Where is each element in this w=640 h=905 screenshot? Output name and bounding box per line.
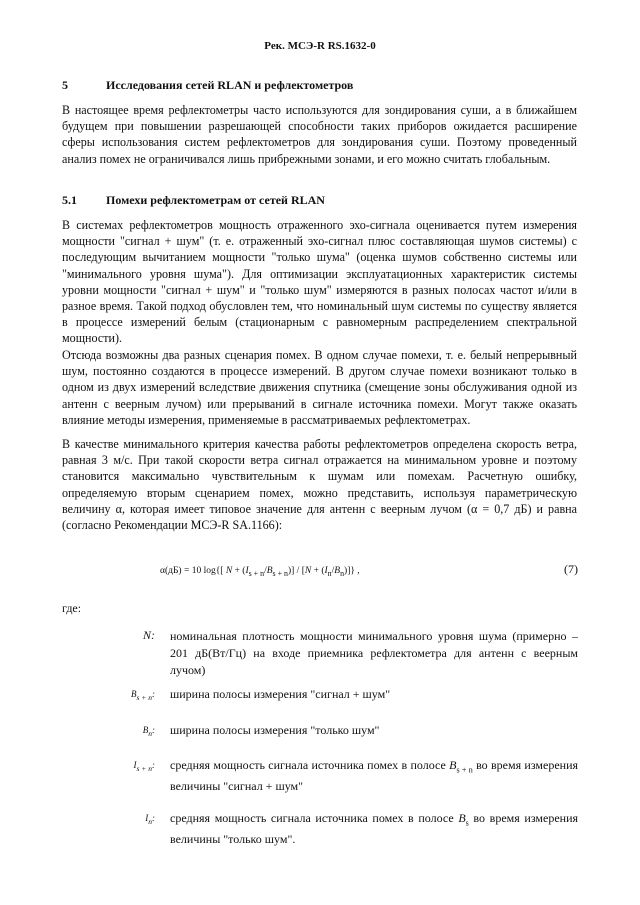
definition-term-b-sn: $B_{s + n}$: <box>131 689 155 702</box>
section-title: Помехи рефлектометрам от сетей RLAN <box>106 193 325 207</box>
definition-term-i-sn: $I_{s + n}$: <box>133 760 155 773</box>
definition-text-b-n: ширина полосы измерения "только шум" <box>170 723 380 737</box>
section-5-1-paragraph-1: В системах рефлектометров мощность отраженного эхо-сигнала оценивается путем измерения мощности "сигнал + шум" (т. е. отраженный эхо-сигнал плюс составляющая шумов системы) с последующим вычитанием мощности "только шума" (оценка шумов собственно системы или "минимального уровня шума"). Для оптимизации эксплуатационных характеристик системы уровни мощности "сигнал + шум" и "только шум" измеряются в разных полосах частот и/или в разное время. Такой подход обусловлен тем, что номинальный шум системы по существу является в процессе измерений белым (стационарным с равномерным распределением спектральной мощности). <box>62 218 577 346</box>
section-5-1-paragraph-2: Отсюда возможны два разных сценария помех. В одном случае помехи, т. е. белый непрерывный шум, постоянно создаются в процессе измерений. В другом случае помехи возникают только в одном из двух измерений вследствие движения спутника (смещение зоны обслуживания одной из антенн с веерным лучом) или прерываний в сигнале источника помехи. Могут также оказать влияние методы измерения, применяемые в рассматриваемых рефлектометрах. <box>62 348 577 427</box>
page-header: Рек. МСЭ-R RS.1632-0 <box>264 40 376 52</box>
definition-text-n: номинальная плотность мощности минимального уровня шума (примерно –201 дБ(Вт/Гц) на входе приемника рефлектометра для антенн с веерным лучом) <box>170 629 578 677</box>
definition-text-i-sn: средняя мощность сигнала источника помех в полосе $B_{s + n}$ во время измерения величины "сигнал + шум" <box>170 758 579 794</box>
equation-7: α(дБ) = 10 log{[ $N + (I_{s + n}/B_{s + n})] / [N + (I_n/B_n)]$} , <box>160 566 360 578</box>
section-5-heading <box>62 78 353 93</box>
definition-term-n: N: <box>143 628 155 642</box>
definition-term-i-n: $I_n$: <box>145 813 155 826</box>
section-5-paragraph: В настоящее время рефлектометры часто используются для зондирования суши, а в ближайшем будущем при повышении разрешающей способности таких приборов ожидается расширение сферы использования систем рефлектометров для зондирования суши. Поэтому проведенный анализ помех не ограничивался лишь прибрежными зонами, и его можно считать глобальным. <box>62 103 577 166</box>
equation-number: (7) <box>564 562 578 576</box>
section-5-1-paragraph-3: В качестве минимального критерия качества работы рефлектометров определена скорость ветра, равная 3 м/с. При такой скорости ветра сигнал отражается на минимальном уровне и поэтому становится максимально чувствительным к шумам или помехам. Расчетную ошибку, определяемую вторым сценарием помех, можно представить, используя параметрическую величину α, которая имеет типовое значение для антенн с веерным лучом (α = 0,7 дБ) и равна (согласно Рекомендации МСЭ-R SA.1166): <box>62 437 577 533</box>
section-number: 5 <box>62 78 68 92</box>
where-label: где: <box>62 601 82 615</box>
definition-text-b-sn: ширина полосы измерения "сигнал + шум" <box>170 687 391 701</box>
definition-text-i-n: средняя мощность сигнала источника помех в полосе $B_s$ во время измерения величины "только шум". <box>170 811 579 847</box>
section-5-1-heading <box>62 193 325 208</box>
definition-term-b-n: $B_n$: <box>142 725 155 738</box>
section-title: Исследования сетей RLAN и рефлектометров <box>106 78 354 92</box>
section-number: 5.1 <box>62 193 77 207</box>
